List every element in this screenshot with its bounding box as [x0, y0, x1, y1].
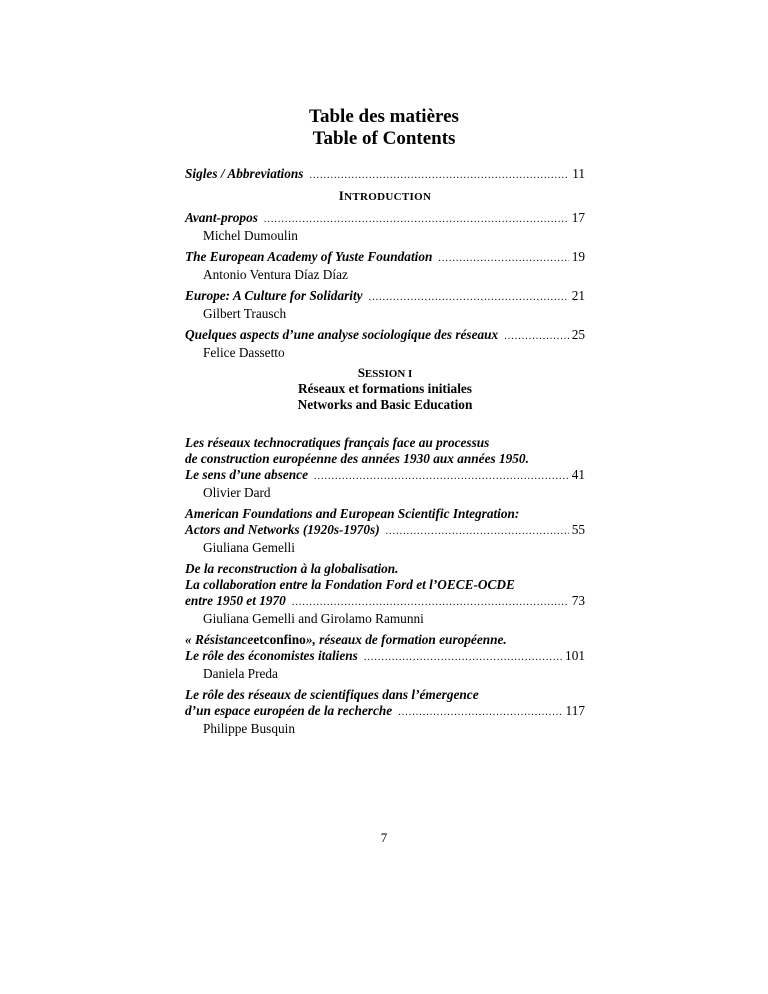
toc-entry	[185, 687, 585, 737]
toc-entry	[185, 435, 585, 501]
title-part: et	[253, 632, 264, 647]
toc-line	[185, 327, 585, 345]
entry-title: Le rôle des économistes italiens	[185, 648, 358, 663]
dot-leader	[398, 705, 562, 721]
toc-line	[185, 166, 585, 184]
title-english: Table of Contents	[312, 128, 456, 149]
section-rest: ESSION I	[364, 368, 413, 380]
entry-title-line	[185, 632, 585, 648]
entry-title: Quelques aspects d’une analyse sociologique des réseaux	[185, 327, 499, 342]
entry-author: Giuliana Gemelli	[203, 540, 295, 555]
title-part: « Résistance	[185, 632, 254, 647]
dot-leader	[292, 595, 569, 611]
page-number: 7	[380, 830, 388, 845]
entry-title-line: Le rôle des réseaux de scientifiques dans l’émergence	[185, 687, 479, 702]
entry-title: Le sens d’une absence	[185, 467, 308, 482]
entry-page: 117	[565, 703, 585, 718]
entry-page: 101	[565, 648, 585, 663]
session-title-en: Networks and Basic Education	[297, 397, 473, 412]
dot-leader	[369, 290, 569, 306]
entry-title: d’un espace européen de la recherche	[185, 703, 393, 718]
entry-author: Gilbert Trausch	[203, 306, 287, 321]
entry-title-line: American Foundations and European Scientific Integration:	[185, 506, 520, 521]
toc-entry	[185, 288, 585, 322]
entry-author: Olivier Dard	[203, 485, 271, 500]
entry-page: 11	[572, 166, 585, 181]
entry-page: 73	[571, 593, 585, 608]
toc-line	[185, 210, 585, 228]
entry-title: Avant-propos	[185, 210, 258, 225]
toc-entry	[185, 561, 585, 627]
entry-title: Actors and Networks (1920s-1970s)	[185, 522, 380, 537]
toc-line	[185, 703, 585, 721]
dot-leader	[314, 469, 569, 485]
section-session-1-heading	[185, 366, 585, 413]
toc-line	[185, 467, 585, 485]
entry-page: 17	[571, 210, 585, 225]
entry-title: Sigles / Abbreviations	[185, 166, 304, 181]
entry-page: 19	[571, 249, 585, 264]
session-title-fr: Réseaux et formations initiales	[298, 381, 472, 396]
entry-author: Philippe Busquin	[203, 721, 295, 736]
toc-entry	[185, 327, 585, 361]
entry-page: 55	[571, 522, 585, 537]
toc-line	[185, 522, 585, 540]
entry-page: 25	[571, 327, 585, 342]
entry-author: Daniela Preda	[203, 666, 278, 681]
entry-title: The European Academy of Yuste Foundation	[185, 249, 433, 264]
entry-title-line: De la reconstruction à la globalisation.	[185, 561, 399, 576]
toc-entry	[185, 506, 585, 556]
entry-author: Felice Dassetto	[203, 345, 285, 360]
title-french: Table des matières	[309, 106, 459, 127]
dot-leader	[504, 329, 568, 345]
toc-entry	[185, 632, 585, 682]
entry-title-line: de construction européenne des années 1930 aux années 1950.	[185, 451, 529, 466]
toc-line	[185, 288, 585, 306]
toc-line	[185, 593, 585, 611]
entry-title: Europe: A Culture for Solidarity	[185, 288, 363, 303]
entry-author: Giuliana Gemelli and Girolamo Ramunni	[203, 611, 424, 626]
dot-leader	[438, 251, 568, 267]
dot-leader	[364, 650, 562, 666]
toc-entry-abbreviations	[185, 166, 585, 184]
dot-leader	[386, 524, 569, 540]
toc-line	[185, 249, 585, 267]
session-label	[185, 366, 585, 381]
toc-entry	[185, 210, 585, 244]
title-part: », réseaux de formation européenne.	[305, 632, 507, 647]
section-introduction-heading	[185, 189, 585, 204]
toc-entry	[185, 249, 585, 283]
entry-title-line: Les réseaux technocratiques français face au processus	[185, 435, 490, 450]
section-initial: S	[357, 365, 365, 380]
entry-page: 41	[571, 467, 585, 482]
entry-page: 21	[571, 288, 585, 303]
toc-title	[0, 106, 768, 150]
toc-content	[185, 166, 585, 742]
section-rest: NTRODUCTION	[344, 191, 432, 203]
entry-title-line: La collaboration entre la Fondation Ford et l’OECE-OCDE	[185, 577, 515, 592]
dot-leader	[264, 212, 569, 228]
dot-leader	[309, 168, 569, 184]
section-initial: I	[338, 188, 345, 203]
entry-title: entre 1950 et 1970	[185, 593, 286, 608]
entry-author: Antonio Ventura Díaz Díaz	[203, 267, 348, 282]
entry-author: Michel Dumoulin	[203, 228, 298, 243]
toc-line	[185, 648, 585, 666]
title-part-upright: confino	[263, 632, 306, 647]
